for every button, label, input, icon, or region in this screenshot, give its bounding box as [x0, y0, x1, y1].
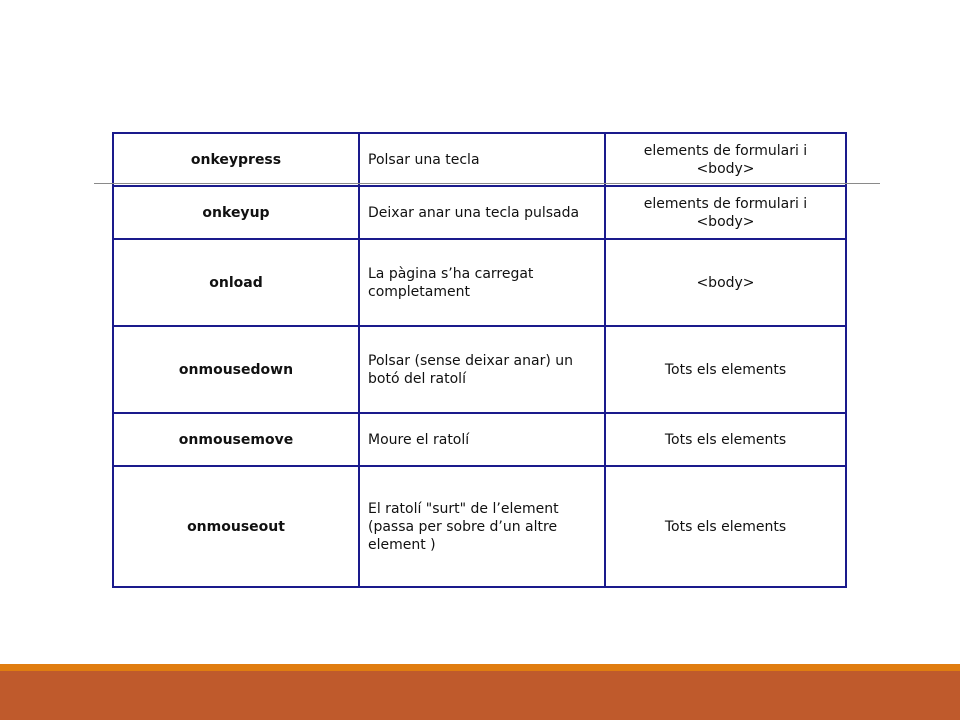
event-description-cell: Polsar una tecla — [359, 133, 605, 186]
event-elements-cell: Tots els elements — [605, 326, 846, 413]
event-name-cell: onmousemove — [113, 413, 359, 466]
event-name-cell: onload — [113, 239, 359, 326]
event-description-cell: El ratolí "surt" de l’element (passa per sobre d’un altre element ) — [359, 466, 605, 587]
events-table — [112, 132, 847, 588]
table-row — [113, 466, 846, 587]
event-description-cell: Deixar anar una tecla pulsada — [359, 186, 605, 239]
table-row — [113, 186, 846, 239]
table-row — [113, 133, 846, 186]
event-elements-cell: <body> — [605, 239, 846, 326]
horizontal-divider-line — [94, 183, 880, 184]
event-elements-cell: elements de formulari i <body> — [605, 186, 846, 239]
event-name-cell: onmouseout — [113, 466, 359, 587]
footer-band — [0, 671, 960, 720]
event-description-cell: La pàgina s’ha carregat completament — [359, 239, 605, 326]
table-row — [113, 239, 846, 326]
event-name-cell: onkeyup — [113, 186, 359, 239]
table-row — [113, 413, 846, 466]
event-name-cell: onmousedown — [113, 326, 359, 413]
event-elements-cell: elements de formulari i <body> — [605, 133, 846, 186]
event-elements-cell: Tots els elements — [605, 466, 846, 587]
event-name-cell: onkeypress — [113, 133, 359, 186]
event-description-cell: Moure el ratolí — [359, 413, 605, 466]
event-description-cell: Polsar (sense deixar anar) un botó del ratolí — [359, 326, 605, 413]
footer-accent-band — [0, 664, 960, 671]
table-row — [113, 326, 846, 413]
event-elements-cell: Tots els elements — [605, 413, 846, 466]
